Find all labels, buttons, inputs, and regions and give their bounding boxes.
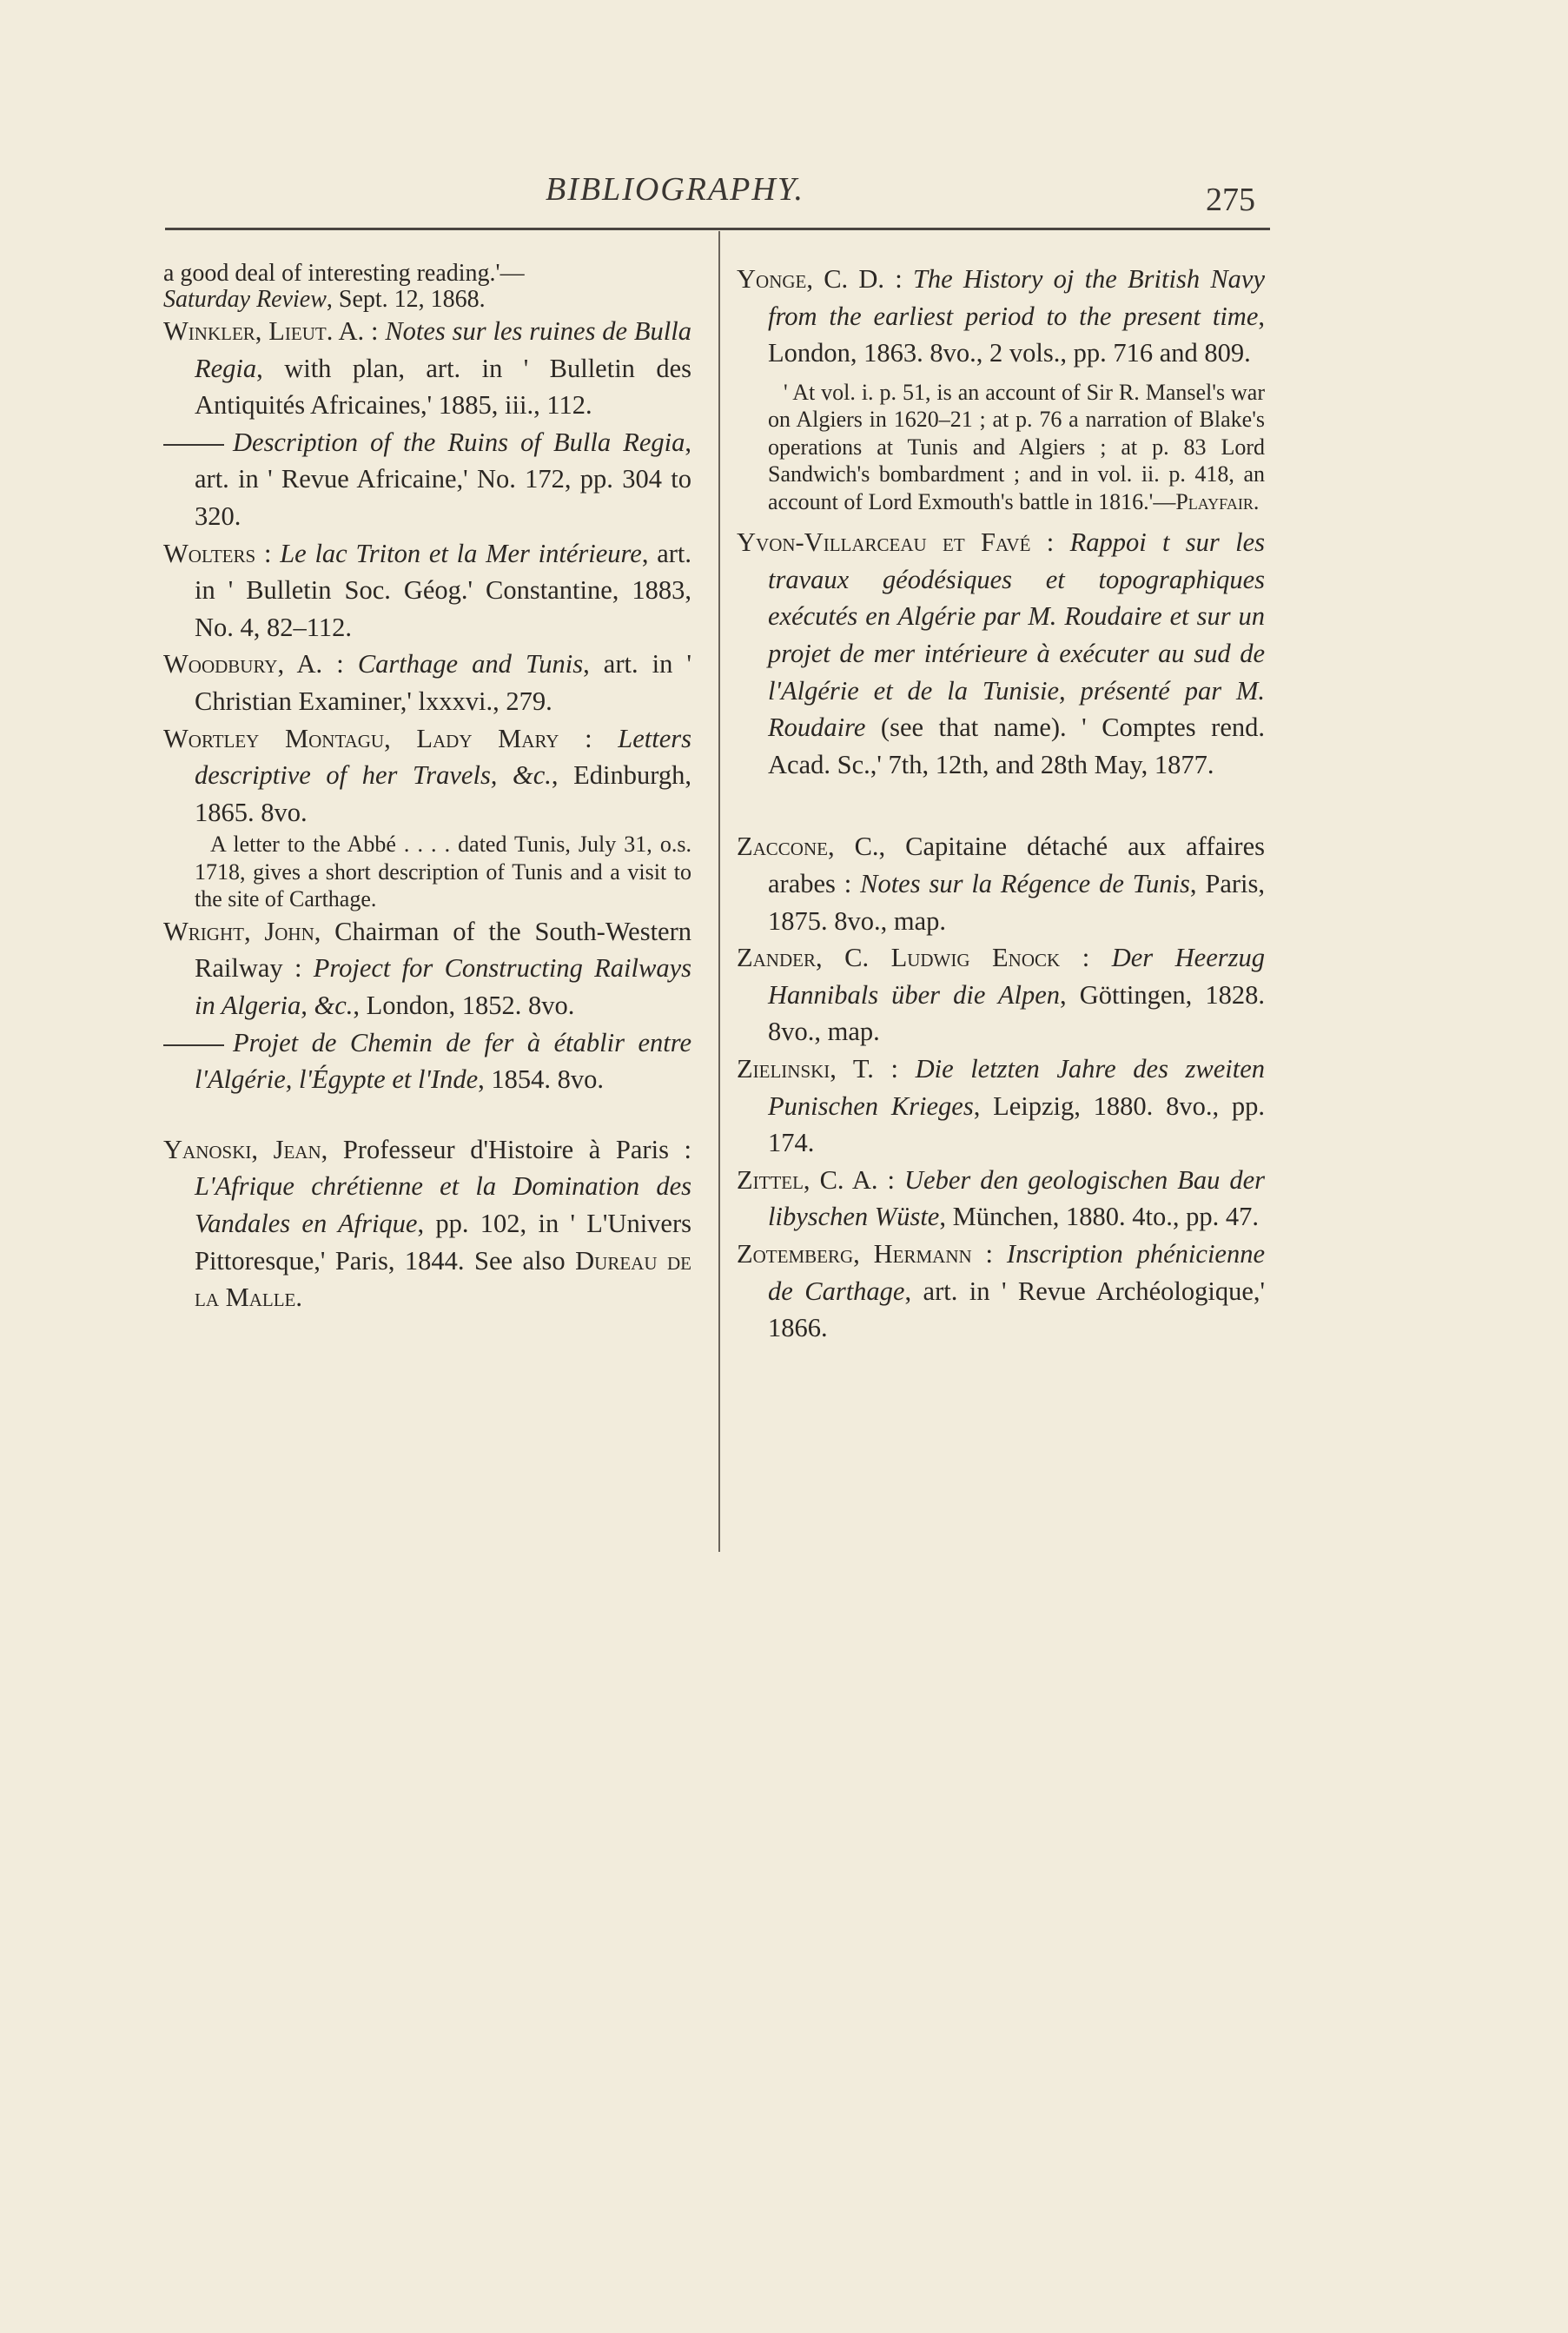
bib-entry-wright-2: Projet de Chemin de fer à établir entre l'Algérie, l'Égypte et l'Inde, 1854. 8vo.: [163, 1024, 691, 1098]
entry-author: Yanoski, Jean: [163, 1134, 321, 1164]
bib-entry-zotemberg: Zotemberg, Hermann : Inscription phénicienne de Carthage, art. in ' Revue Archéologique,' 1866.: [737, 1238, 1265, 1343]
running-title: BIBLIOGRAPHY.: [546, 171, 804, 208]
entry-title: Inscription phénicienne de Carthage: [768, 1238, 1265, 1306]
entry-author: Woodbury, A.: [163, 649, 323, 679]
bib-entry-winkler: Winkler, Lieut. A. : Notes sur les ruines de Bulla Regia, with plan, art. in ' Bulletin des Antiquités Africaines,' 1885, iii., 112.: [163, 316, 691, 421]
bib-entry-continuation: a good deal of interesting reading.'— Saturday Review, Sept. 12, 1868.: [163, 260, 525, 313]
entry-author: Winkler, Lieut. A.: [163, 316, 365, 346]
bib-entry-yanoski: Yanoski, Jean, Professeur d'Histoire à Paris : L'Afrique chrétienne et la Domination des Vandales en Afrique, pp. 102, in ' L'Univers Pittoresque,' Paris, 1844. See also Dureau de la Malle.: [163, 1134, 692, 1313]
entry-title: Carthage and Tunis: [357, 649, 584, 679]
entry-title: Le lac Triton et la Mer intérieure: [280, 538, 642, 568]
entry-title: Description of the Ruins of Bulla Regia: [233, 427, 685, 457]
entry-author: Zaccone, C.: [737, 832, 879, 862]
entry-title: Ueber den geologischen Bau der libyschen Wüste: [768, 1164, 1265, 1232]
entry-author: Wright, John: [163, 916, 314, 946]
ditto-dash: [163, 444, 224, 446]
entry-title: Project for Constructing Railways in Algeria, &c.: [195, 953, 691, 1020]
header-rule: [165, 228, 1270, 230]
entry-title: Die letzten Jahre des zweiten Punischen Krieges: [768, 1054, 1266, 1121]
entry-author: Zotemberg, Hermann: [737, 1238, 972, 1269]
entry-author: Zander, C. Ludwig Enock: [737, 943, 1061, 973]
left-column: [163, 261, 691, 1316]
bib-entry-yvon-villarceau: Yvon-Villarceau et Favé : Rappoi t sur les travaux géodésiques et topographiques exécutés en Algérie par M. Roudaire et sur un projet de mer intérieure à exécuter au sud de l'Algérie et de la Tunisie, présenté par M. Roudaire (see that name). ' Comptes rend. Acad. Sc.,' 7th, 12th, and 28th May, 1877.: [737, 527, 1265, 779]
bib-entry-woodbury: Woodbury, A. : Carthage and Tunis, art. in ' Christian Examiner,' lxxxvi., 279.: [163, 649, 691, 716]
entry-title: Notes sur les ruines de Bulla Regia: [195, 316, 691, 383]
entry-author: Wolters: [163, 538, 256, 568]
entry-title: Projet de Chemin de fer à établir entre l'Algérie, l'Égypte et l'Inde: [195, 1027, 691, 1095]
bib-entry-winkler-2: Description of the Ruins of Bulla Regia, art. in ' Revue Africaine,' No. 172, pp. 304 to 320.: [163, 424, 691, 535]
entry-title: Letters descriptive of her Travels, &c.: [195, 723, 691, 791]
bib-entry-zielinski: Zielinski, T. : Die letzten Jahre des zweiten Punischen Krieges, Leipzig, 1880. 8vo., pp. 174.: [737, 1054, 1266, 1158]
entry-title: Rappoi t sur les travaux géodésiques et topographiques exécutés en Algérie par M. Roudaire et sur un projet de mer intérieure à exécuter au sud de l'Algérie et de la Tunisie, présenté par M. Roudaire: [768, 527, 1265, 743]
entry-title: The History oj the British Navy from the earliest period to the present time: [768, 264, 1265, 331]
bib-entry-wright: Wright, John, Chairman of the South-Western Railway : Project for Constructing Railways in Algeria, &c., London, 1852. 8vo.: [163, 916, 691, 1020]
entry-title: Der Heerzug Hannibals über die Alpen: [768, 943, 1265, 1010]
entry-author: Wortley Montagu, Lady Mary: [163, 723, 559, 753]
bib-entry-wortley-montagu: Wortley Montagu, Lady Mary : Letters descriptive of her Travels, &c., Edinburgh, 1865. 8vo.: [163, 723, 691, 827]
bib-entry-zander: Zander, C. Ludwig Enock : Der Heerzug Hannibals über die Alpen, Göttingen, 1828. 8vo., map.: [737, 943, 1265, 1047]
ditto-dash: [163, 1044, 224, 1046]
bib-entry-note: ' At vol. i. p. 51, is an account of Sir R. Mansel's war on Algiers in 1620–21 ; at p. 76 a narration of Blake's operations at Tunis and Algiers ; at p. 83 Lord Sandwich's bombardment ; and in vol. ii. p. 418, an account of Lord Exmouth's battle in 1816.'—Playfair.: [768, 379, 1265, 514]
bib-entry-zaccone: Zaccone, C., Capitaine détaché aux affaires arabes : Notes sur la Régence de Tunis, Paris, 1875. 8vo., map.: [737, 832, 1265, 936]
entry-author: Zielinski, T.: [737, 1054, 874, 1084]
bib-entry-note: A letter to the Abbé . . . . dated Tunis, July 31, o.s. 1718, gives a short description of Tunis and a visit to the site of Carthage.: [195, 832, 691, 912]
cross-reference: Dureau de la Malle.: [195, 1245, 691, 1313]
column-divider: [718, 231, 720, 1552]
entry-author: Zittel, C. A.: [737, 1164, 878, 1195]
entry-author: Yvon-Villarceau et Favé: [737, 527, 1031, 558]
bib-entry-zittel: Zittel, C. A. : Ueber den geologischen Bau der libyschen Wüste, München, 1880. 4to., pp. 47.: [737, 1164, 1265, 1232]
page-number: 275: [1206, 182, 1255, 218]
entry-author: Yonge, C. D.: [737, 264, 885, 294]
note-source: Playfair.: [1175, 488, 1260, 514]
bib-entry-wolters: Wolters : Le lac Triton et la Mer intérieure, art. in ' Bulletin Soc. Géog.' Constantine, 1883, No. 4, 82–112.: [163, 538, 691, 642]
entry-title: Notes sur la Régence de Tunis: [860, 869, 1190, 899]
bib-entry-yonge: Yonge, C. D. : The History oj the British Navy from the earliest period to the present time, London, 1863. 8vo., 2 vols., pp. 716 and 809.: [737, 264, 1265, 368]
right-column: [737, 261, 1265, 1347]
entry-title: L'Afrique chrétienne et la Domination des Vandales en Afrique: [195, 1171, 691, 1238]
